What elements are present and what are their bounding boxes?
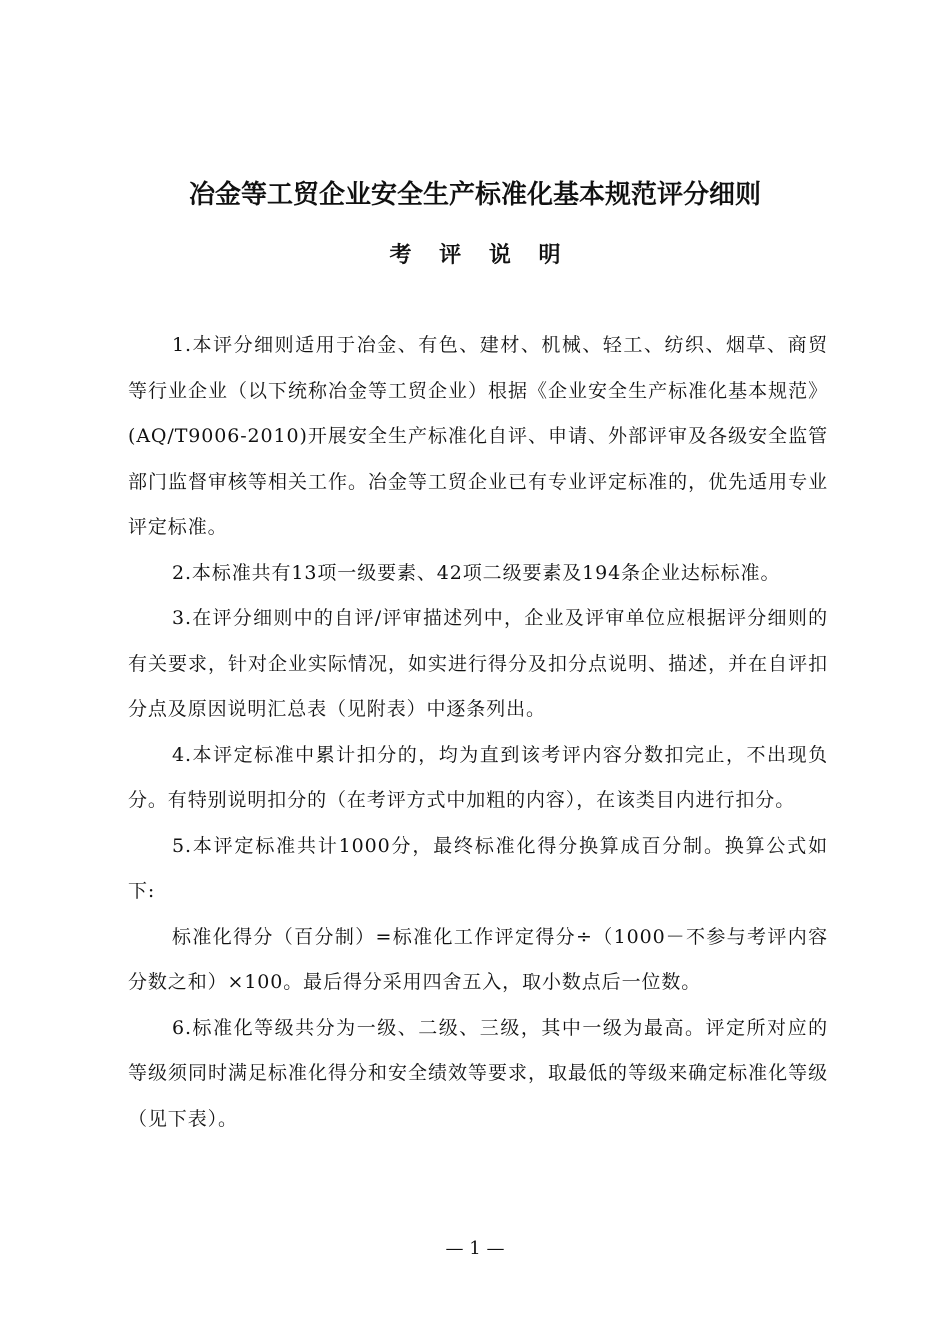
page-number: — 1 — [445,1238,505,1259]
paragraph-1: 1.本评分细则适用于冶金、有色、建材、机械、轻工、纺织、烟草、商贸等行业企业（以下统称冶金等工贸企业）根据《企业安全生产标准化基本规范》(AQ/T9006-2010)开展安全生产标准化自评、申请、外部评审及各级安全监管部门监督审核等相关工作。冶金等工贸企业已有专业评定标准的，优先适用专业评定标准。 [128,334,828,538]
paragraph-3: 3.在评分细则中的自评/评审描述列中，企业及评审单位应根据评分细则的有关要求，针对企业实际情况，如实进行得分及扣分点说明、描述，并在自评扣分点及原因说明汇总表（见附表）中逐条列出。 [128,607,828,720]
document-body [128,323,828,1142]
paragraph-2: 2.本标准共有13项一级要素、42项二级要素及194条企业达标标准。 [172,561,781,584]
document-subtitle: 考 评 说 明 [389,243,571,268]
paragraph-6: 6.标准化等级共分为一级、二级、三级，其中一级为最高。评定所对应的等级须同时满足标准化得分和安全绩效等要求，取最低的等级来确定标准化等级（见下表）。 [128,1016,828,1130]
formula-paragraph: 标准化得分（百分制）=标准化工作评定得分÷（1000－不参与考评内容分数之和）×100。最后得分采用四舍五入，取小数点后一位数。 [128,925,828,993]
paragraph-4: 4.本评定标准中累计扣分的，均为直到该考评内容分数扣完止，不出现负分。有特别说明扣分的（在考评方式中加粗的内容），在该类目内进行扣分。 [128,743,828,811]
paragraph-5: 5.本评定标准共计1000分，最终标准化得分换算成百分制。换算公式如下: [128,834,828,902]
document-title: 冶金等工贸企业安全生产标准化基本规范评分细则 [188,180,761,210]
